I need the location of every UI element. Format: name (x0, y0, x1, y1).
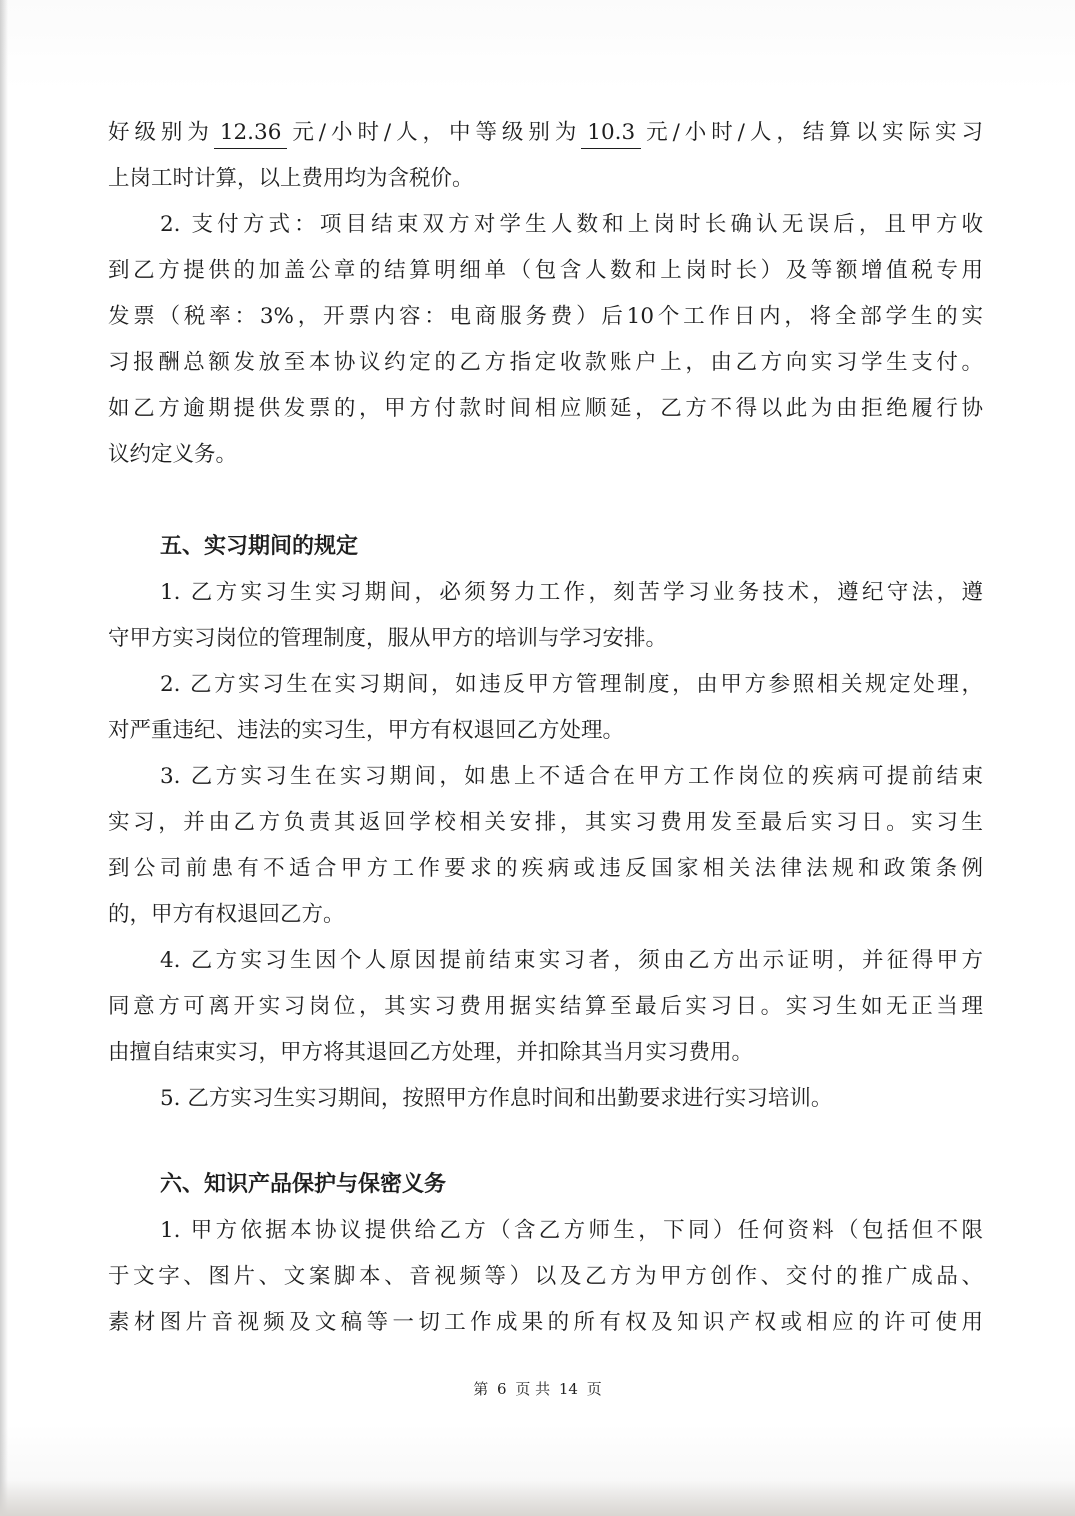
paragraph-line: 议约定义务。 (108, 442, 238, 467)
paragraph-line: 3. 乙方实习生在实习期间，如患上不适合在甲方工作岗位的疾病可提前结束 (160, 764, 983, 789)
page-shadow-left (0, 0, 8, 1516)
rate-line (108, 110, 983, 156)
page-label-mid: 页 共 (515, 1380, 551, 1398)
page-total: 14 (558, 1380, 578, 1398)
page-label-pre: 第 (473, 1380, 489, 1398)
paragraph-line: 如乙方逾期提供发票的，甲方付款时间相应顺延，乙方不得以此为由拒绝履行协 (108, 396, 983, 421)
paragraph-line: 到公司前患有不适合甲方工作要求的疾病或违反国家相关法律法规和政策条例 (108, 856, 983, 881)
rate-line-pre: 好级别为 (108, 120, 214, 145)
page-shadow-bottom (0, 1480, 1075, 1516)
rate-line-mid: 元/小时/人，中等级别为 (287, 120, 582, 145)
paragraph-line: 上岗工时计算，以上费用均为含税价。 (108, 166, 474, 191)
page-number: 6 (497, 1380, 507, 1398)
rate-medium-value: 10.3 (581, 118, 641, 149)
paragraph-line: 1. 甲方依据本协议提供给乙方（含乙方师生，下同）任何资料（包括但不限 (160, 1218, 983, 1243)
paragraph-line: 守甲方实习岗位的管理制度，服从甲方的培训与学习安排。 (108, 626, 668, 651)
paragraph-line: 习报酬总额发放至本协议约定的乙方指定收款账户上，由乙方向实习学生支付。 (108, 350, 983, 375)
page-label-post: 页 (586, 1380, 602, 1398)
section-heading: 六、知识产品保护与保密义务 (160, 1172, 447, 1197)
paragraph-line: 到乙方提供的加盖公章的结算明细单（包含人数和上岗时长）及等额增值税专用 (108, 258, 983, 283)
section-heading: 五、实习期间的规定 (160, 534, 359, 559)
page-footer (0, 1378, 1075, 1399)
paragraph-line: 5. 乙方实习生实习期间，按照甲方作息时间和出勤要求进行实习培训。 (160, 1086, 833, 1111)
paragraph-line: 由擅自结束实习，甲方将其退回乙方处理，并扣除其当月实习费用。 (108, 1040, 754, 1065)
paragraph-line: 的，甲方有权退回乙方。 (108, 902, 345, 927)
paragraph-line: 素材图片音视频及文稿等一切工作成果的所有权及知识产权或相应的许可使用 (108, 1310, 983, 1335)
paragraph-line: 4. 乙方实习生因个人原因提前结束实习者，须由乙方出示证明，并征得甲方 (160, 948, 983, 973)
paragraph-line: 1. 乙方实习生实习期间，必须努力工作，刻苦学习业务技术，遵纪守法，遵 (160, 580, 983, 605)
paragraph-line: 于文字、图片、文案脚本、音视频等）以及乙方为甲方创作、交付的推广成品、 (108, 1264, 983, 1289)
paragraph-line: 发票（税率：3%，开票内容：电商服务费）后10个工作日内，将全部学生的实 (108, 304, 983, 329)
paragraph-line: 实习，并由乙方负责其返回学校相关安排，其实习费用发至最后实习日。实习生 (108, 810, 983, 835)
rate-good-value: 12.36 (214, 118, 288, 149)
paragraph-line: 2. 乙方实习生在实习期间，如违反甲方管理制度，由甲方参照相关规定处理， (160, 672, 983, 697)
paragraph-line: 同意方可离开实习岗位，其实习费用据实结算至最后实习日。实习生如无正当理 (108, 994, 983, 1019)
rate-line-post: 元/小时/人，结算以实际实习 (641, 120, 983, 145)
paragraph-line: 2. 支付方式：项目结束双方对学生人数和上岗时长确认无误后，且甲方收 (160, 212, 983, 237)
paragraph-line: 对严重违纪、违法的实习生，甲方有权退回乙方处理。 (108, 718, 625, 743)
